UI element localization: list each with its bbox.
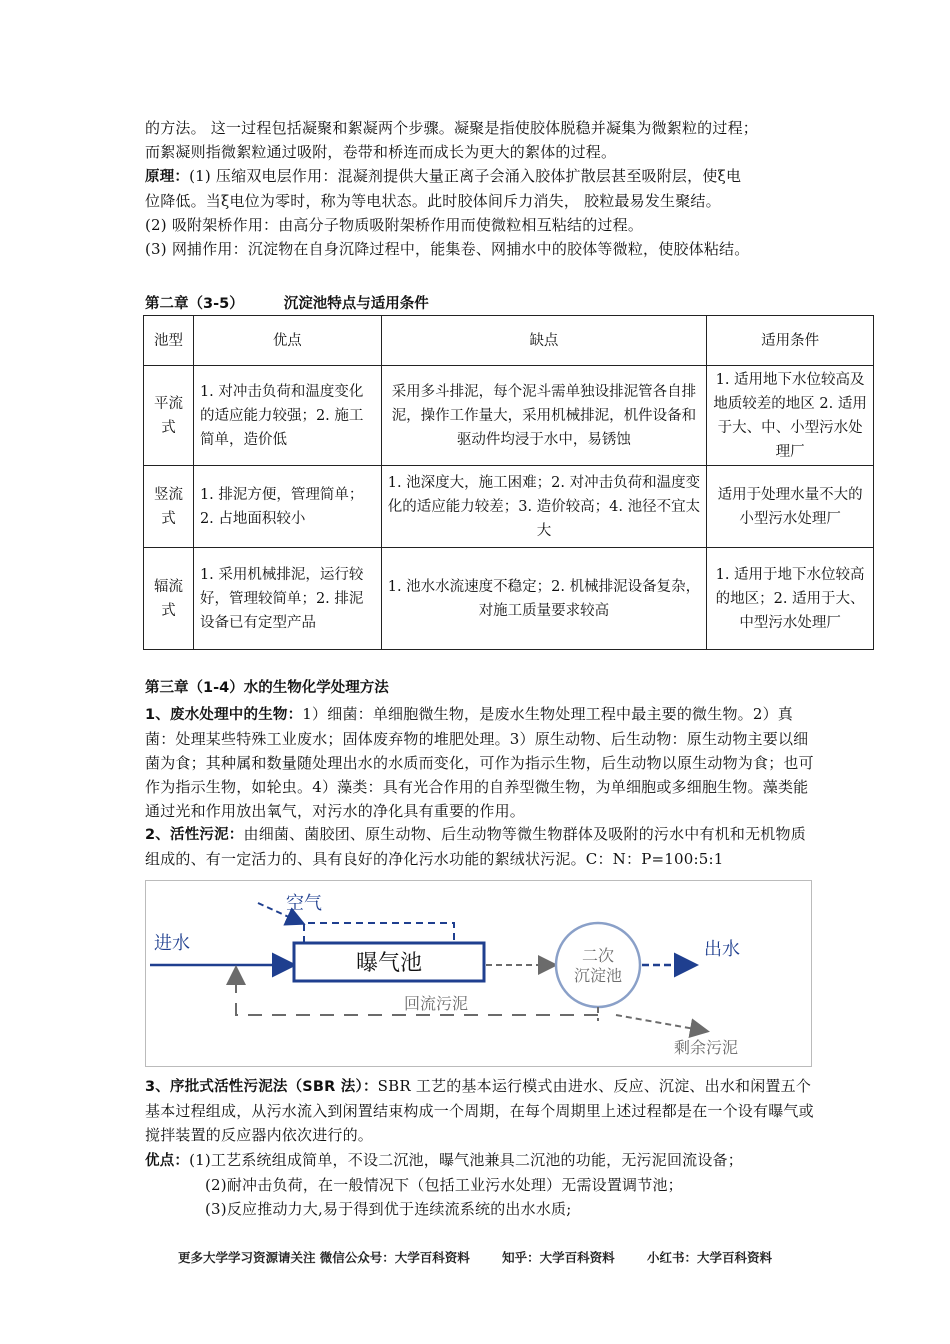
chapter3-section3	[145, 1074, 815, 1147]
secondary-clarifier-label: 沉淀池	[573, 966, 623, 985]
principle-label: 原理：	[145, 169, 190, 185]
table-cell-cond: 1. 适用于地下水位较高的地区；2. 适用于大、中型污水处理厂	[707, 548, 874, 650]
advantage-line: (3)反应推动力大,易于得到优于连续流系统的出水水质;	[205, 1200, 572, 1218]
process-flow-svg	[146, 881, 811, 1066]
table-cell-pros: 1. 采用机械排泥，运行较好，管理较简单；2. 排泥设备已有定型产品	[193, 548, 381, 650]
outflow-label: 出水	[704, 939, 740, 960]
footer-xiaohongshu: 小红书：大学百科资料	[647, 1250, 773, 1265]
section3-text: SBR 工艺的基本运行模式由进水、反应、沉淀、出水和闲置五个基本过程组成，从污水流入到闲置结束构成一个周期，在每个周期里上述过程都是在一个设有曝气或搅拌装置的反应器内依次进行的。	[145, 1077, 814, 1144]
footer-wechat: 更多大学学习资源请关注 微信公众号：大学百科资料	[177, 1250, 470, 1265]
chapter3-section2	[145, 822, 815, 871]
table-cell-cons: 1. 池水水流速度不稳定；2. 机械排泥设备复杂，对施工质量要求较高	[381, 548, 707, 650]
table-row	[144, 466, 874, 548]
table-header: 池型	[144, 316, 194, 366]
table-header: 缺点	[381, 316, 707, 366]
aeration-tank-label: 曝气池	[355, 951, 423, 976]
return-sludge-label: 回流污泥	[403, 994, 469, 1013]
advantage-line	[145, 1148, 815, 1173]
excess-sludge-arrow	[616, 1015, 706, 1031]
table-header-row	[144, 316, 874, 366]
section1-text: 1）细菌：单细胞微生物，是废水生物处理工程中最主要的微生物。2）真菌：处理某些特殊工业废水；固体废弃物的堆肥处理。3）原生动物、后生动物：原生动物主要以细菌为食；其种属和数量随处理出水的水质而变化，可作为指示生物，后生动物以原生动物为食；也可作为指示生物，如轮虫。4）藻类：具有光合作用的自养型微生物，为单细胞或多细胞生物。藻类能通过光和作用放出氧气，对污水的净化具有重要的作用。	[145, 705, 814, 820]
excess-sludge-label: 剩余污泥	[674, 1038, 739, 1057]
advantages-block	[145, 1148, 815, 1221]
air-label: 空气	[286, 893, 322, 914]
page-footer	[0, 1248, 950, 1266]
secondary-clarifier-label: 二次	[581, 946, 615, 965]
table-cell-type: 平流式	[144, 366, 194, 466]
table-cell-pros: 1. 对冲击负荷和温度变化的适应能力较强；2. 施工简单，造价低	[193, 366, 381, 466]
section1-label: 1、废水处理中的生物：	[145, 707, 303, 723]
intro-line: 而絮凝则指微絮粒通过吸附，卷带和桥连而成长为更大的絮体的过程。	[145, 143, 617, 161]
intro-paragraph	[145, 116, 815, 261]
table-cell-type: 辐流式	[144, 548, 194, 650]
advantage-line: (2)耐冲击负荷，在一般情况下（包括工业污水处理）无需设置调节池；	[205, 1176, 683, 1194]
table-cell-cons: 采用多斗排泥，每个泥斗需单独设排泥管各自排泥，操作工作量大，采用机械排泥，机件设备和驱动件均浸于水中，易锈蚀	[381, 366, 707, 466]
principle-line: (3) 网捕作用：沉淀物在自身沉降过程中，能集卷、网捕水中的胶体等微粒，使胶体粘结。	[145, 240, 750, 258]
principle-line: 位降低。当ξ电位为零时，称为等电状态。此时胶体间斥力消失， 胶粒最易发生聚结。	[145, 192, 721, 210]
sedimentation-table	[143, 315, 874, 650]
chapter2-number: 第二章（3-5）	[145, 296, 244, 312]
principle-line	[145, 164, 815, 189]
inflow-label: 进水	[154, 933, 190, 954]
section2-text: 由细菌、菌胶团、原生动物、后生动物等微生物群体及吸附的污水中有机和无机物质组成的、有一定活力的、具有良好的净化污水功能的絮绒状污泥。C：N：P=100:5:1	[145, 825, 806, 868]
table-row	[144, 366, 874, 466]
table-cell-pros: 1. 排泥方便，管理简单；2. 占地面积较小	[193, 466, 381, 548]
footer-zhihu: 知乎：大学百科资料	[502, 1250, 615, 1265]
chapter2-title: 沉淀池特点与适用条件	[283, 296, 429, 312]
chapter2-heading	[145, 292, 429, 313]
table-cell-cond: 1. 适用地下水位较高及地质较差的地区 2. 适用于大、中、小型污水处理厂	[707, 366, 874, 466]
table-header: 优点	[193, 316, 381, 366]
section2-label: 2、活性污泥：	[145, 827, 244, 843]
aeration-pipe	[304, 923, 454, 943]
chapter3-heading: 第三章（1-4）水的生物化学处理方法	[145, 680, 389, 696]
advantages-label: 优点：	[145, 1153, 190, 1169]
advantage-text: (1)工艺系统组成简单，不设二沉池，曝气池兼具二沉池的功能，无污泥回流设备；	[189, 1151, 743, 1169]
principle-line: (2) 吸附架桥作用：由高分子物质吸附架桥作用而使微粒相互粘结的过程。	[145, 216, 644, 234]
table-header: 适用条件	[707, 316, 874, 366]
table-cell-type: 竖流式	[144, 466, 194, 548]
principle-text: (1) 压缩双电层作用：混凝剂提供大量正离子会涌入胶体扩散层甚至吸附层，使ξ电	[189, 167, 742, 185]
secondary-clarifier-circle	[556, 923, 640, 1007]
table-cell-cons: 1. 池深度大，施工困难；2. 对冲击负荷和温度变化的适应能力较差；3. 造价较高；4. 池径不宜太大	[381, 466, 707, 548]
chapter3-section1	[145, 702, 815, 823]
intro-line: 的方法。 这一过程包括凝聚和絮凝两个步骤。凝聚是指使胶体脱稳并凝集为微絮粒的过程；	[145, 119, 758, 137]
table-cell-cond: 适用于处理水量不大的小型污水处理厂	[707, 466, 874, 548]
table-row	[144, 548, 874, 650]
section3-label: 3、序批式活性污泥法（SBR 法）：	[145, 1079, 378, 1095]
activated-sludge-diagram	[145, 880, 812, 1067]
